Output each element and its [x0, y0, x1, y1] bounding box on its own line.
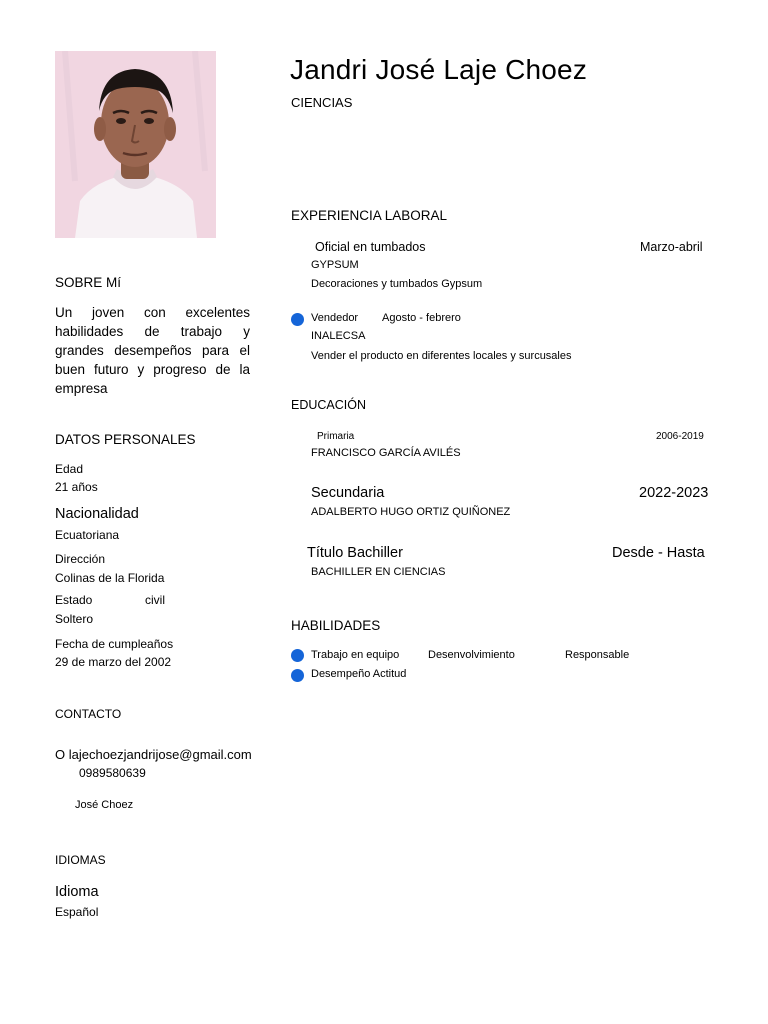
personal-section-title: DATOS PERSONALES [55, 432, 196, 447]
address-label: Dirección [55, 552, 106, 566]
experience-description: Vender el producto en diferentes locales y surcusales [311, 350, 572, 362]
experience-period: Marzo-abril [640, 240, 703, 254]
age-label: Edad [55, 462, 84, 476]
experience-company: GYPSUM [311, 259, 359, 271]
education-period: Desde - Hasta [612, 545, 705, 561]
birthday-label: Fecha de cumpleaños [55, 637, 174, 651]
civil-status-value: Soltero [55, 612, 94, 626]
birthday-value: 29 de marzo del 2002 [55, 655, 172, 669]
page-title: Jandri José Laje Choez [290, 54, 588, 85]
contact-social: José Choez [75, 799, 134, 811]
education-level: Secundaria [311, 485, 385, 501]
skill-item: Trabajo en equipo [311, 649, 400, 661]
education-level: Primaria [317, 431, 355, 442]
education-school: ADALBERTO HUGO ORTIZ QUIÑONEZ [311, 506, 511, 518]
contact-email[interactable]: O lajechoezjandrijose@gmail.com [55, 747, 252, 762]
bullet-icon [291, 649, 304, 662]
skill-item: Desenvolvimiento [428, 649, 515, 661]
education-section-title: EDUCACIÓN [291, 398, 367, 412]
contact-phone[interactable]: 0989580639 [79, 766, 146, 780]
education-school: FRANCISCO GARCÍA AVILÉS [311, 447, 461, 459]
experience-role: Oficial en tumbados [315, 240, 426, 254]
experience-section-title: EXPERIENCIA LABORAL [291, 208, 448, 223]
age-value: 21 años [55, 480, 98, 494]
experience-period: Agosto - febrero [382, 312, 461, 324]
address-value: Colinas de la Florida [55, 571, 165, 585]
profile-photo [55, 51, 216, 238]
bullet-icon [291, 669, 304, 682]
skill-item: Responsable [565, 649, 630, 661]
language-value: Español [55, 905, 99, 919]
skill-item: Desempeño Actitud [311, 668, 407, 680]
experience-company: INALECSA [311, 330, 366, 342]
civil-status-label-1: Estado [55, 593, 93, 607]
education-period: 2006-2019 [656, 431, 704, 442]
experience-role: Vendedor [311, 312, 359, 324]
languages-section-title: IDIOMAS [55, 853, 106, 867]
language-label: Idioma [55, 884, 99, 900]
skills-section-title: HABILIDADES [291, 618, 381, 633]
education-period: 2022-2023 [639, 485, 709, 501]
civil-status-label-2: civil [145, 593, 165, 607]
about-text: Un joven con excelentes habilidades de trabajo y grandes desempeños para el buen futuro y progreso de la empresa [55, 305, 250, 396]
contact-section-title: CONTACTO [55, 707, 122, 721]
profession-subtitle: CIENCIAS [291, 95, 353, 110]
education-level: Título Bachiller [307, 545, 403, 561]
bullet-icon [291, 313, 304, 326]
experience-description: Decoraciones y tumbados Gypsum [311, 278, 483, 290]
nationality-value: Ecuatoriana [55, 528, 120, 542]
about-section-title: SOBRE Mí [55, 275, 122, 290]
education-school: BACHILLER EN CIENCIAS [311, 566, 446, 578]
nationality-label: Nacionalidad [55, 506, 139, 522]
person-portrait-icon [55, 51, 216, 238]
